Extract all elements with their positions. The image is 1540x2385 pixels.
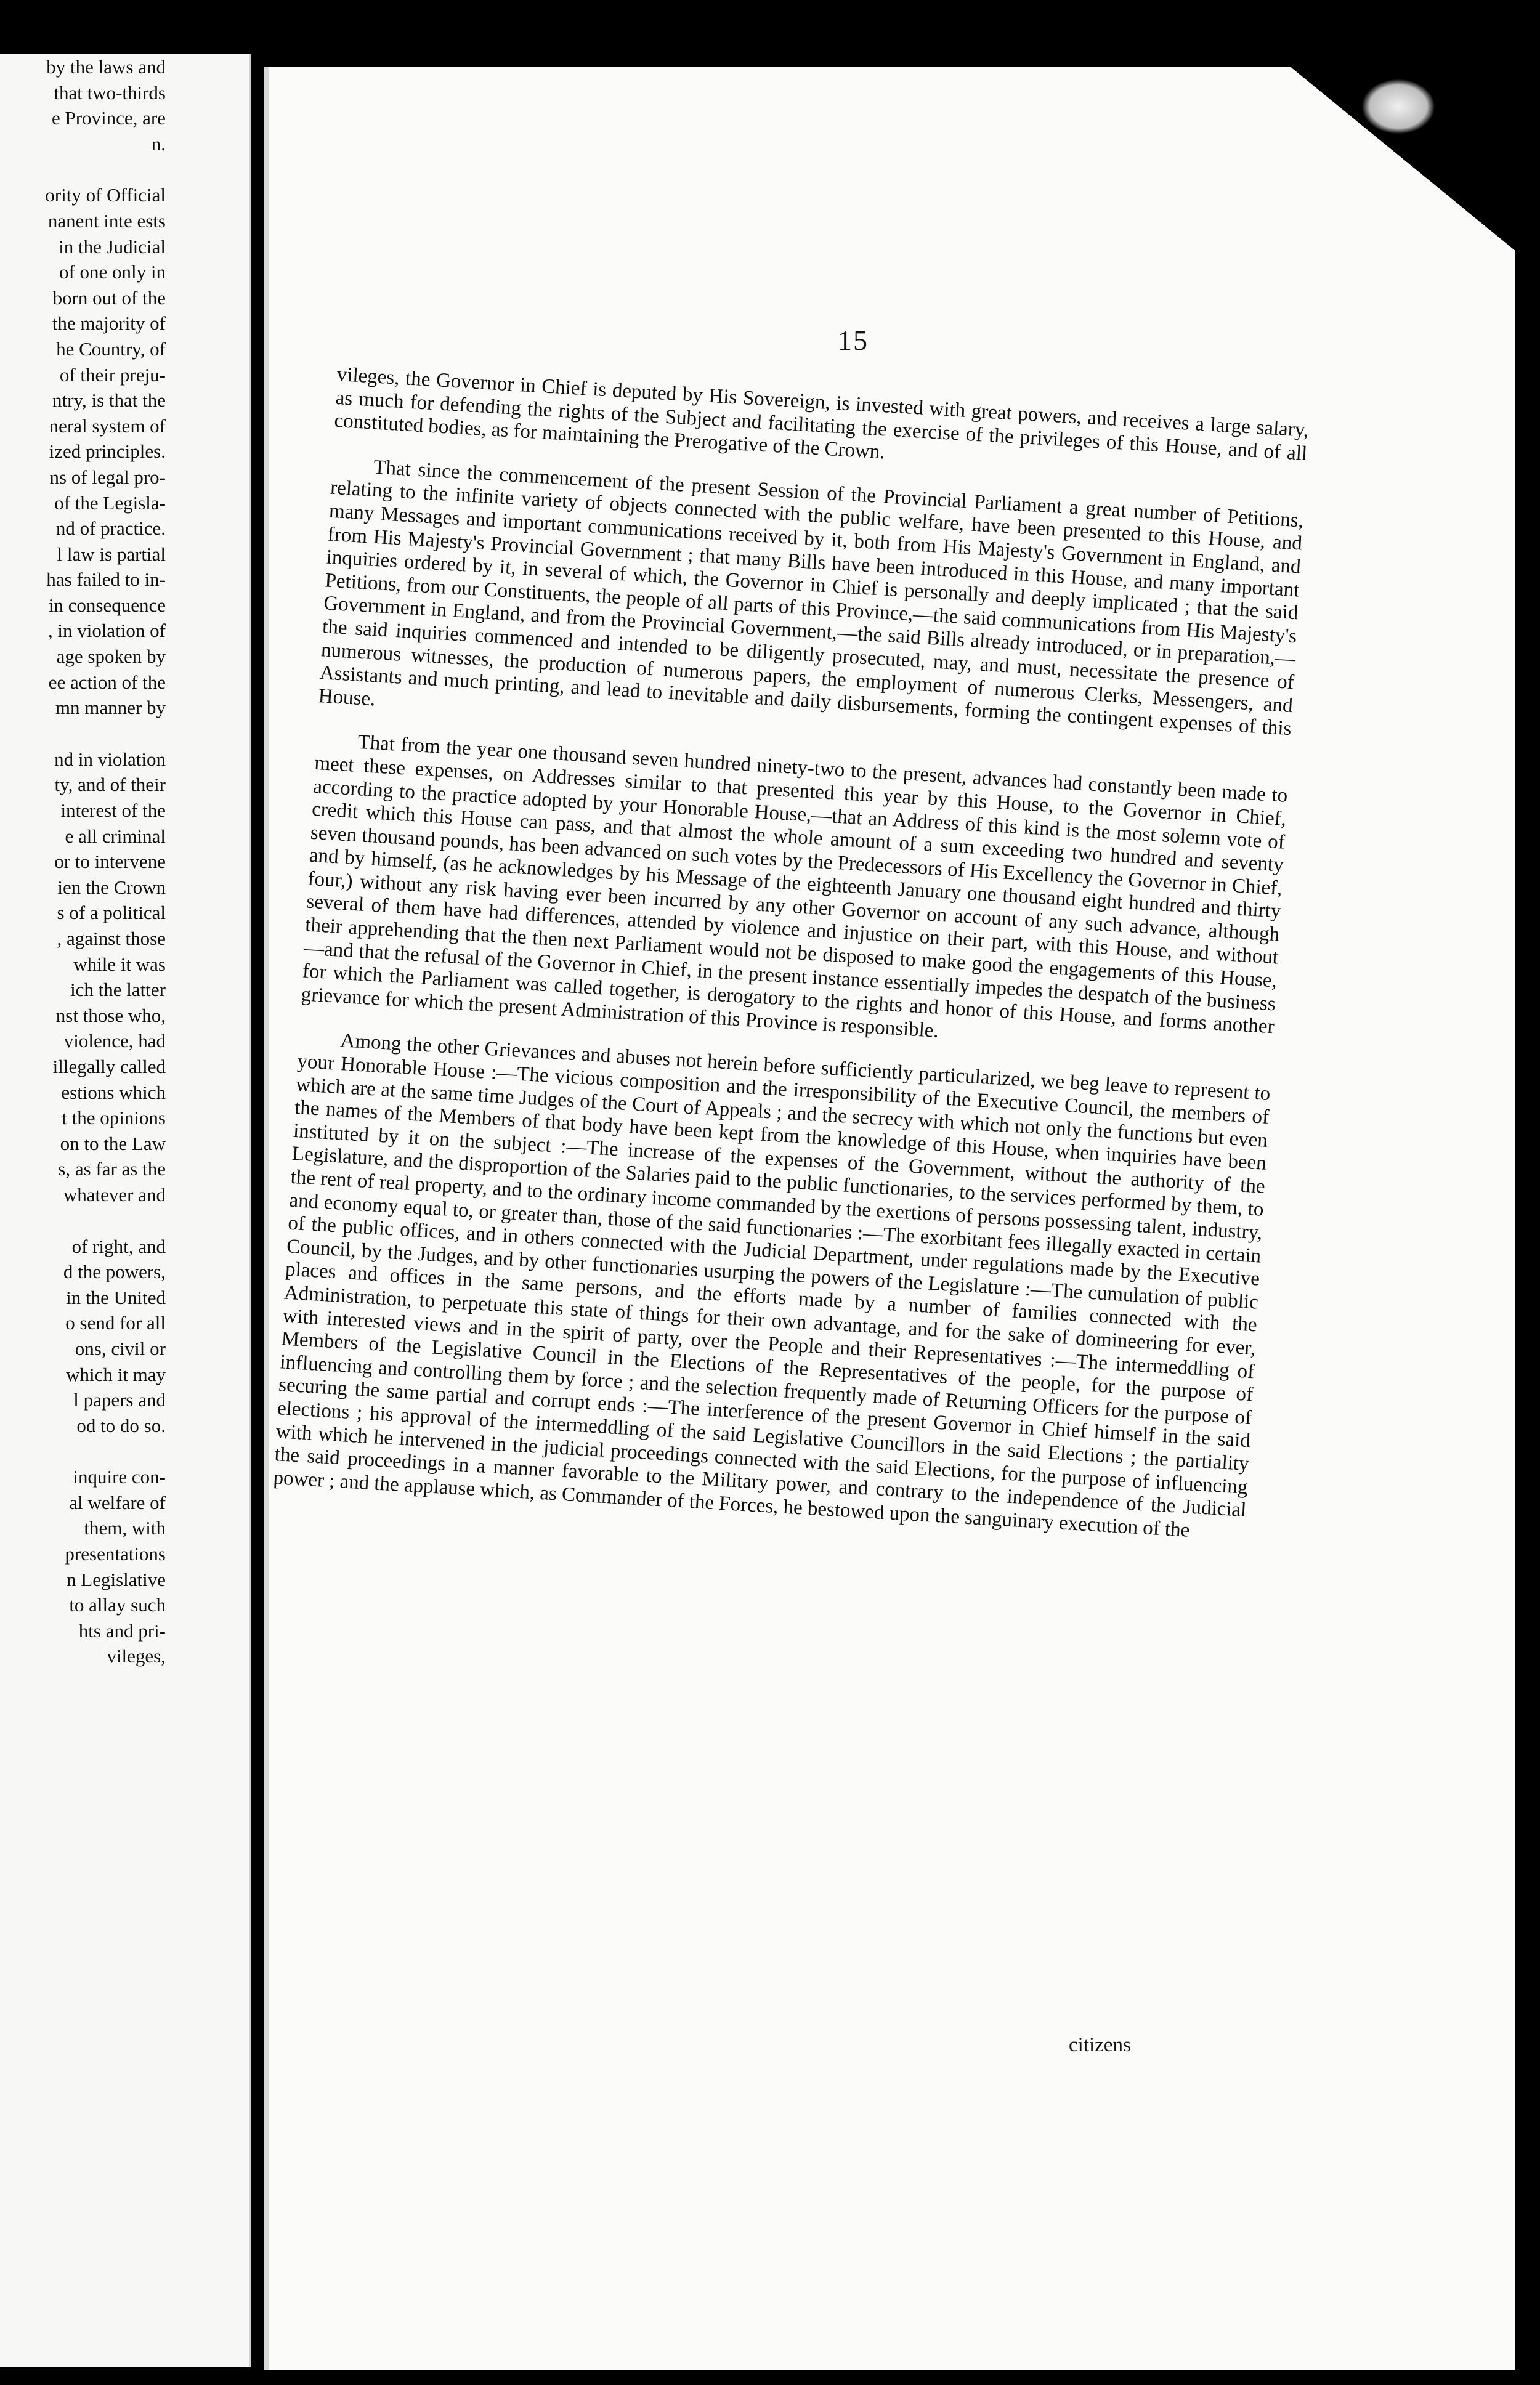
left-line: ns of legal pro- [49, 466, 166, 488]
left-line: has failed to in- [46, 569, 166, 591]
left-line: that two-thirds [54, 81, 166, 103]
left-line: , against those [57, 928, 166, 949]
left-line: s of a political [57, 902, 166, 924]
left-line: n Legislative [67, 1568, 166, 1590]
left-paragraph [0, 747, 166, 1208]
left-line: mn manner by [55, 697, 166, 719]
left-line: d the powers, [63, 1261, 166, 1283]
left-line: of right, and [71, 1235, 166, 1257]
left-line: od to do so. [76, 1414, 166, 1436]
left-line: ee action of the [48, 671, 166, 693]
left-paragraph [0, 182, 166, 720]
left-line: s, as far as the [58, 1158, 166, 1180]
left-line: nd of practice. [55, 517, 166, 540]
left-line: in the Judicial [59, 235, 166, 257]
paragraph-3: That from the year one thousand seven hundred ninety-two to the present, advances had constantly been made to meet these expenses, on Addresses similar to that presented this year by this House, to the Governor in Chief, according to the practice adopted by your Honorable House,—that an Address of this kind is the most solemn vote of credit which this House can pass, and that almost the whole amount of a sum exceeding two hundred and seventy seven thousand pounds, has been advanced on such votes by the Predecessors of His Excellency the Governor in Chief, and by himself, (as he acknowledges by his Message of the eighteenth January one thousand eight hundred and thirty four,) without any risk having ever been incurred by any other Governor on account of any such advance, although several of them have had differences, attended by violence and injustice on their part, with this House, and without their apprehending that the then next Parliament would not be disposed to make good the engagements of this House,—and that the refusal of the Governor in Chief, in the present instance essentially impedes the despatch of the business for which the Parliament was called together, is derogatory to the rights and honor of this House, and forms another grievance for which the present Administration of this Province is responsible. [300, 731, 1289, 1042]
paragraph-1: vileges, the Governor in Chief is deputed by His Sovereign, is invested with great powers, and receives a large salary, as much for defending the rights of the Subject and facilitating the exercise of the privileges of this House, and of all constituted bodies, as for maintaining the Prerogative of the Crown. [333, 363, 1310, 465]
left-line: illegally called [52, 1055, 166, 1077]
left-line: nst those who, [55, 1004, 166, 1026]
left-line: to allay such [69, 1594, 166, 1616]
left-line: e all criminal [65, 825, 166, 847]
left-line: which it may [66, 1363, 166, 1385]
left-line: l papers and [73, 1389, 166, 1411]
left-line: or to intervene [54, 851, 166, 873]
left-line: ized principles. [49, 440, 166, 463]
left-paragraph [0, 1234, 166, 1439]
left-line: ons, civil or [75, 1337, 166, 1359]
left-line: them, with [84, 1517, 166, 1539]
left-page-text-column [0, 54, 166, 1695]
left-line: ority of Official [45, 184, 166, 206]
left-line: of one only in [59, 261, 166, 283]
left-line: on to the Law [60, 1132, 166, 1154]
left-line: while it was [73, 953, 166, 975]
left-line: in the United [66, 1286, 166, 1308]
left-line: of the Legisla- [54, 492, 166, 514]
catchword: citizens [1069, 2034, 1131, 2056]
left-line: e Province, are [51, 107, 166, 129]
left-line: nd in violation [54, 748, 166, 770]
main-text-block [272, 363, 1310, 1566]
left-line: interest of the [60, 800, 166, 822]
paragraph-4: Among the other Grievances and abuses not herein before sufficiently particularized, we beg leave to represent to your Honorable House :—The vicious composition and the irresponsibility of the Executive Council, the members of which are at the same time Judges of the Court of Appeals ; and the secrecy with which not only the functions but even the names of the Members of that body have been kept from the knowledge of this House, when inquiries have been instituted by it on the subject :—The increase of the expenses of the Government, without the authority of the Legislature, and the disproportion of the Salaries paid to the public functionaries, to the services performed by them, to the rent of real property, and to the ordinary income commanded by the exertions of persons possessing talent, industry, and economy equal to, or greater than, those of the said functionaries :—The exorbitant fees illegally exacted in certain of the public offices, and in others connected with the Judicial Department, under regulations made by the Executive Council, by the Judges, and by other functionaries usurping the powers of the Legislature :—The cumulation of public places and offices in the same persons, and the efforts made by a number of families connected with the Administration, to perpetuate this state of things for their own advantage, and for the sake of domineering for ever, with interested views and in the spirit of party, over the People and their Representatives :—The intermeddling of Members of the Legislative Council in the Elections of the Representatives of the people, for the purpose of influencing and controlling them by force ; and the selection frequently made of Returning Officers for the purpose of securing the same partial and corrupt ends :—The interference of the present Governor in Chief himself in the said elections ; his approval of the intermeddling of the said Legislative Councillors in the said Elections ; the partiality with which he intervened in the judicial proceedings connected with the said Elections, for the purpose of influencing the said proceedings in a manner favorable to the Military power, and contrary to the independence of the Judicial power ; and the applause which, as Commander of the Forces, he bestowed upon the sanguinary execution of the [272, 1029, 1271, 1542]
left-line: estions which [61, 1081, 166, 1103]
left-paragraph [0, 1464, 166, 1669]
left-line: hts and pri- [78, 1619, 166, 1642]
page-gutter-edge [264, 67, 269, 2370]
page-number: 15 [838, 325, 869, 356]
left-line: vileges, [107, 1645, 166, 1667]
left-line: presentations [65, 1543, 166, 1565]
left-line: neral system of [49, 415, 166, 437]
left-line: al welfare of [69, 1491, 166, 1513]
left-facing-page [0, 54, 251, 2367]
left-line: in consequence [48, 594, 166, 616]
left-line: ien the Crown [57, 876, 166, 898]
left-line: age spoken by [56, 646, 166, 668]
left-line: t the opinions [62, 1107, 166, 1129]
left-line: , in violation of [47, 620, 166, 642]
left-line: of their preju- [59, 363, 166, 386]
left-line: n. [151, 132, 166, 155]
left-line: whatever and [63, 1183, 166, 1205]
left-line: by the laws and [46, 56, 166, 78]
paragraph-2: That since the commencement of the present Session of the Provincial Parliament a great number of Petitions, relating to the infinite variety of objects connected with the public welfare, have been presented to this House, and many Messages and important communications received by it, both from His Majesty's Government in England, and from His Majesty's Provincial Government ; that many Bills have been introduced in this House, and many important inquiries ordered by it, in several of which, the Governor in Chief is personally and deeply implicated ; that the said Petitions, from our Constituents, the people of all parts of this Province,—the said communications from His Majesty's Government in England, and from the Provincial Government,—the said Bills already introduced, or in preparation,—the said inquiries commenced and intended to be diligently prosecuted, may, and must, necessitate the presence of numerous witnesses, the production of numerous papers, the employment of numerous Clerks, Messengers, and Assistants and much printing, and lead to inevitable and daily disbursements, forming the contingent expenses of this House. [317, 456, 1304, 740]
left-line: ty, and of their [54, 774, 166, 796]
left-line: violence, had [63, 1030, 166, 1052]
left-paragraph [0, 54, 166, 156]
left-line: he Country, of [56, 338, 166, 360]
left-line: inquire con- [73, 1466, 166, 1488]
left-line: ntry, is that the [52, 389, 166, 411]
left-line: ich the latter [70, 979, 166, 1001]
left-line: o send for all [65, 1312, 166, 1334]
left-line: the majority of [52, 312, 166, 334]
paper-damage-spot [1361, 79, 1435, 134]
left-line: l law is partial [57, 543, 166, 565]
left-line: nanent inte ests [47, 209, 166, 232]
left-line: born out of the [52, 286, 166, 309]
